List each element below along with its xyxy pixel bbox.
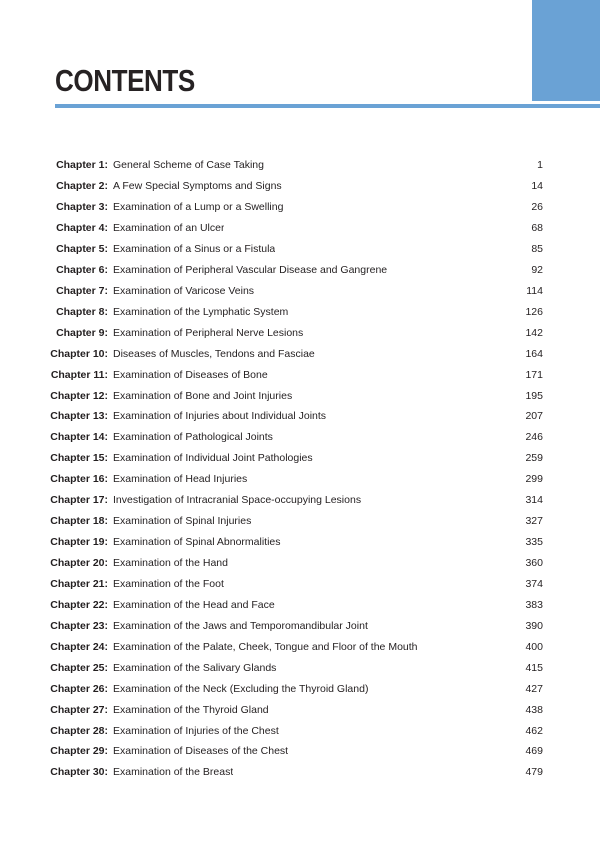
chapter-label: Chapter 26:	[50, 682, 108, 695]
chapter-title: Examination of the Salivary Glands	[113, 662, 277, 674]
chapter-page-number: 427	[525, 682, 543, 695]
chapter-label: Chapter 30:	[50, 766, 108, 779]
chapter-title: Examination of Injuries about Individual Joints	[113, 411, 327, 422]
chapter-page-number: 374	[525, 577, 543, 590]
chapter-label: Chapter 9:	[56, 326, 108, 339]
chapter-title: Examination of Diseases of the Chest	[113, 746, 289, 757]
chapter-page-number: 85	[531, 242, 543, 255]
chapter-title: Examination of the Hand	[113, 558, 228, 569]
chapter-label: Chapter 5:	[56, 242, 108, 255]
toc-list	[40, 155, 543, 783]
chapter-label: Chapter 28:	[50, 724, 108, 737]
toc-entry	[40, 323, 543, 344]
chapter-label: Chapter 29:	[50, 745, 108, 758]
toc-entry	[40, 281, 543, 302]
chapter-label: Chapter 6:	[56, 263, 108, 276]
chapter-page-number: 164	[525, 347, 543, 360]
toc-entry	[40, 741, 543, 762]
chapter-title: Examination of the Jaws and Temporomandibular Joint	[113, 620, 368, 632]
chapter-page-number: 207	[525, 410, 543, 423]
chapter-label: Chapter 17:	[50, 494, 108, 507]
toc-entry	[40, 532, 543, 553]
chapter-page-number: 171	[525, 368, 543, 381]
chapter-title: Examination of Injuries of the Chest	[113, 725, 279, 737]
chapter-page-number: 479	[525, 766, 543, 779]
toc-entry	[40, 678, 543, 699]
toc-entry	[40, 364, 543, 385]
chapter-title: Examination of an Ulcer	[113, 223, 225, 234]
toc-entry	[40, 155, 543, 176]
toc-entry	[40, 490, 543, 511]
chapter-label: Chapter 3:	[56, 201, 108, 214]
chapter-label: Chapter 23:	[50, 619, 108, 632]
chapter-label: Chapter 25:	[50, 661, 108, 674]
chapter-page-number: 299	[525, 473, 543, 486]
toc-entry	[40, 658, 543, 679]
toc-entry	[40, 469, 543, 490]
chapter-page-number: 438	[525, 703, 543, 716]
toc-entry	[40, 197, 543, 218]
chapter-title: Examination of Head Injuries	[113, 474, 248, 485]
corner-accent-block	[532, 0, 600, 101]
chapter-page-number: 126	[525, 305, 543, 318]
chapter-page-number: 400	[525, 640, 543, 653]
chapter-label: Chapter 14:	[50, 431, 108, 444]
chapter-label: Chapter 19:	[50, 536, 108, 549]
chapter-label: Chapter 4:	[56, 222, 108, 235]
chapter-title: Examination of Diseases of Bone	[113, 369, 268, 381]
chapter-label: Chapter 24:	[50, 640, 108, 653]
toc-entry	[40, 720, 543, 741]
chapter-title: Examination of Spinal Abnormalities	[113, 537, 281, 548]
chapter-title: Examination of Varicose Veins	[113, 285, 255, 297]
toc-entry	[40, 239, 543, 260]
toc-entry	[40, 302, 543, 323]
toc-entry	[40, 218, 543, 239]
toc-entry	[40, 343, 543, 364]
chapter-label: Chapter 11:	[50, 368, 108, 381]
chapter-title: Examination of Bone and Joint Injuries	[113, 390, 293, 402]
toc-entry	[40, 176, 543, 197]
chapter-page-number: 259	[525, 452, 543, 465]
chapter-page-number: 383	[525, 598, 543, 611]
toc-entry	[40, 574, 543, 595]
toc-entry	[40, 427, 543, 448]
title-rule	[55, 104, 600, 108]
chapter-title: Examination of the Neck (Excluding the Thyroid Gland)	[113, 683, 369, 695]
chapter-label: Chapter 1:	[56, 159, 108, 172]
page-title: CONTENTS	[55, 63, 195, 98]
chapter-title: Examination of the Lymphatic System	[113, 306, 289, 318]
chapter-page-number: 335	[525, 536, 543, 549]
chapter-title: Examination of the Breast	[113, 767, 234, 778]
toc-entry	[40, 595, 543, 616]
chapter-page-number: 469	[525, 745, 543, 758]
chapter-label: Chapter 16:	[50, 473, 108, 486]
chapter-title: Examination of a Sinus or a Fistula	[113, 243, 276, 255]
chapter-title: Examination of the Palate, Cheek, Tongue and Floor of the Mouth	[113, 641, 418, 653]
chapter-title: General Scheme of Case Taking	[113, 160, 264, 171]
toc-entry	[40, 637, 543, 658]
chapter-page-number: 390	[525, 619, 543, 632]
toc-entry	[40, 448, 543, 469]
chapter-title: Examination of a Lump or a Swelling	[113, 202, 284, 213]
chapter-label: Chapter 20:	[50, 557, 108, 570]
chapter-title: Diseases of Muscles, Tendons and Fasciae	[113, 348, 315, 360]
toc-entry	[40, 511, 543, 532]
chapter-label: Chapter 10:	[50, 347, 108, 360]
chapter-page-number: 314	[525, 494, 543, 507]
chapter-page-number: 1	[537, 159, 543, 172]
chapter-title: Examination of the Head and Face	[113, 599, 275, 611]
toc-entry	[40, 616, 543, 637]
chapter-label: Chapter 18:	[50, 515, 108, 528]
toc-entry	[40, 553, 543, 574]
chapter-title: Examination of Pathological Joints	[113, 432, 273, 443]
chapter-title: Examination of Spinal Injuries	[113, 516, 252, 527]
chapter-page-number: 92	[531, 263, 543, 276]
chapter-title: Examination of Individual Joint Pathologies	[113, 453, 313, 464]
chapter-label: Chapter 2:	[56, 180, 108, 193]
toc-entry	[40, 260, 543, 281]
chapter-label: Chapter 7:	[56, 284, 108, 297]
chapter-page-number: 195	[525, 389, 543, 402]
toc-entry	[40, 699, 543, 720]
toc-entry	[40, 406, 543, 427]
chapter-title: Examination of the Thyroid Gland	[113, 704, 269, 716]
chapter-title: Examination of Peripheral Vascular Disease and Gangrene	[113, 264, 388, 276]
chapter-page-number: 246	[525, 431, 543, 444]
chapter-page-number: 14	[531, 180, 543, 193]
chapter-label: Chapter 12:	[50, 389, 108, 402]
chapter-title: Examination of Peripheral Nerve Lesions	[113, 327, 304, 339]
chapter-page-number: 415	[525, 661, 543, 674]
chapter-label: Chapter 22:	[50, 598, 108, 611]
toc-entry	[40, 385, 543, 406]
toc-entry	[40, 762, 543, 783]
chapter-page-number: 462	[525, 724, 543, 737]
chapter-title: Examination of the Foot	[113, 578, 224, 590]
chapter-label: Chapter 13:	[50, 410, 108, 423]
chapter-label: Chapter 27:	[50, 703, 108, 716]
chapter-title: A Few Special Symptoms and Signs	[113, 181, 282, 192]
chapter-label: Chapter 21:	[50, 577, 108, 590]
chapter-page-number: 360	[525, 557, 543, 570]
chapter-page-number: 142	[525, 326, 543, 339]
chapter-page-number: 26	[531, 201, 543, 214]
chapter-page-number: 114	[526, 284, 543, 297]
chapter-title: Investigation of Intracranial Space-occupying Lesions	[113, 495, 362, 506]
chapter-label: Chapter 15:	[50, 452, 108, 465]
chapter-label: Chapter 8:	[56, 305, 108, 318]
chapter-page-number: 327	[525, 515, 543, 528]
chapter-page-number: 68	[531, 222, 543, 235]
